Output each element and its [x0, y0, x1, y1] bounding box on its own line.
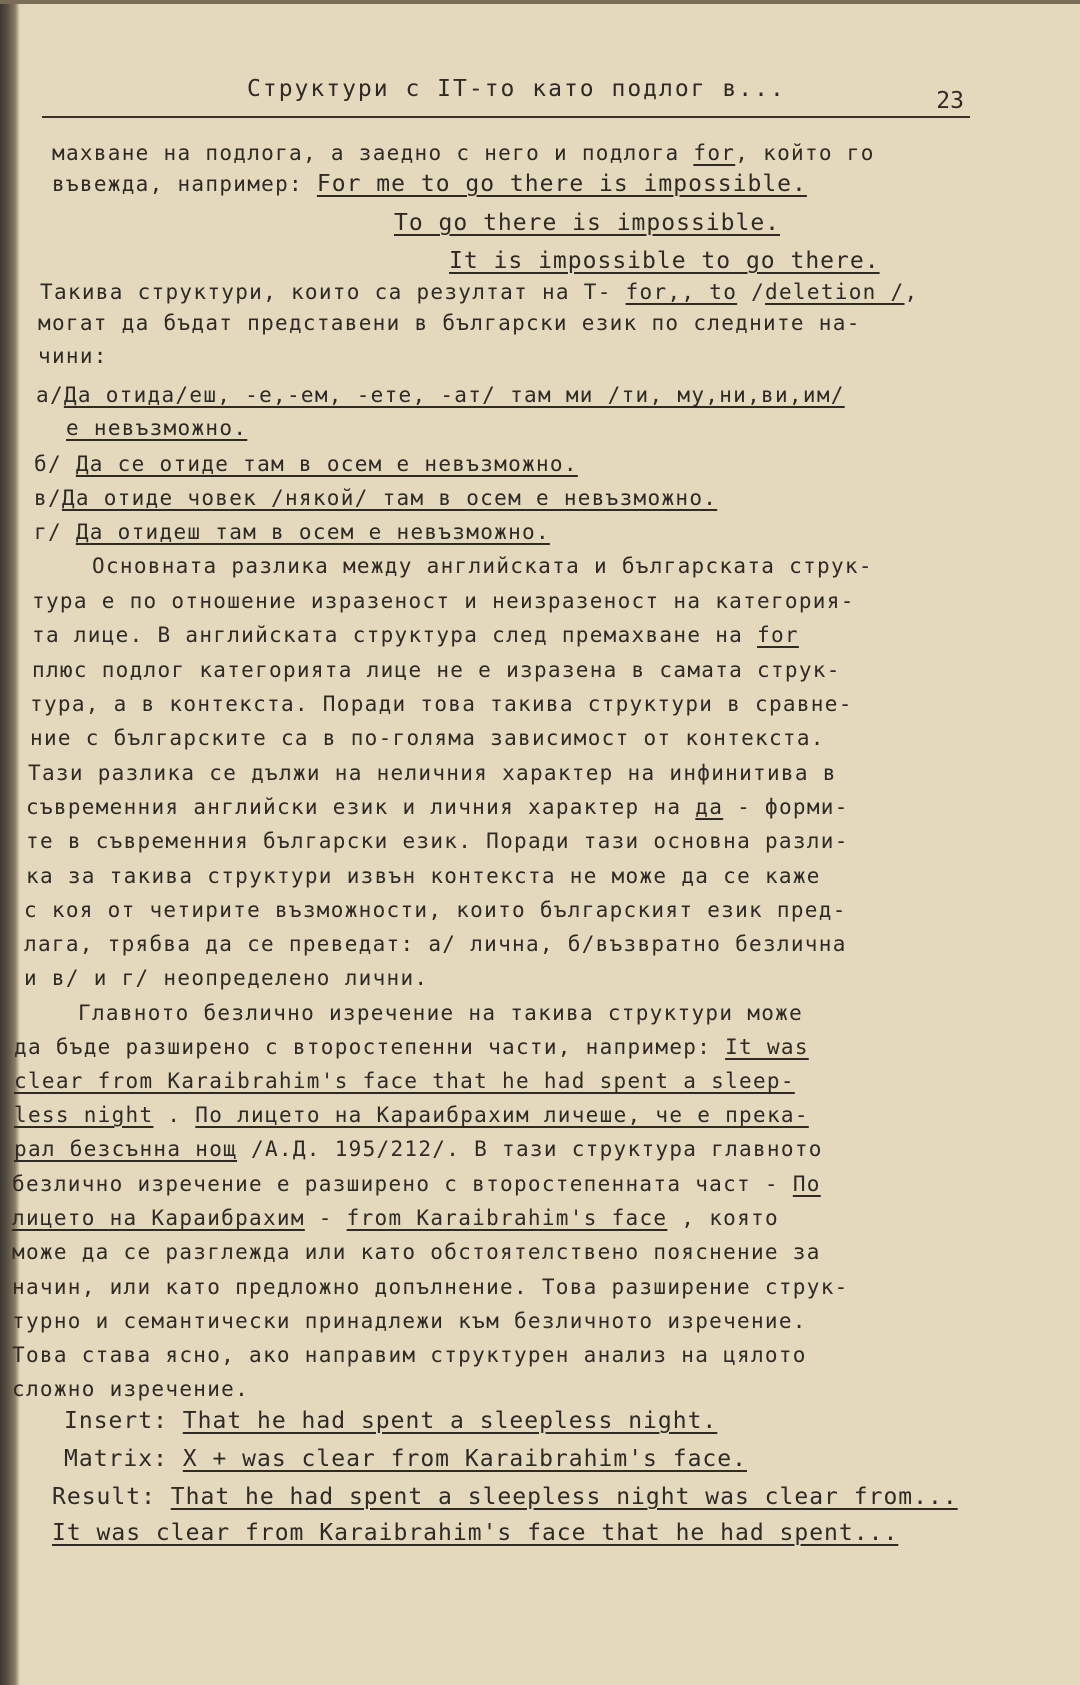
text-line: махване на подлога, а заедно с него и подлога for, който го [52, 141, 875, 165]
analysis-result: Result: That he had spent a sleepless night was clear from... [52, 1484, 958, 1510]
text-line: въвежда, например: For me to go there is impossible. [52, 171, 807, 197]
text-line: турно и семантически принадлежи към безличното изречение. [12, 1309, 807, 1333]
text-line: лицето на Караибрахим - from Karaibrahim's face , която [12, 1206, 779, 1230]
page-header [42, 72, 970, 118]
text-line: тура е по отношение изразеност и неизразеност на категория- [32, 589, 855, 613]
english-example: For me to go there is impossible. [316, 171, 807, 197]
text-line: сложно изречение. [12, 1377, 250, 1401]
option-a-continuation: е невъзможно. [66, 416, 248, 440]
text-line: може да се разглежда или като обстоятелствено пояснение за [12, 1240, 821, 1264]
text-line: с коя от четирите възможности, които българският език пред- [24, 898, 847, 922]
text-line: чини: [38, 344, 108, 368]
text-line: less night . По лицето на Караибрахим личеше, че е прека- [14, 1103, 809, 1127]
text-line: тура, а в контекста. Поради това такива структури в сравне- [30, 692, 853, 716]
english-example: To go there is impossible. [394, 210, 781, 236]
text-line: плюс подлог категорията лице не е изразена в самата струк- [32, 658, 841, 682]
text-line: ка за такива структури извън контекста не може да се каже [26, 864, 821, 888]
english-example: clear from Karaibrahim's face that he had spent a sleep- [14, 1069, 795, 1093]
text-line: начин, или като предложно допълнение. Това разширение струк- [12, 1275, 849, 1299]
analysis-final: It was clear from Karaibrahim's face that he had spent... [52, 1520, 899, 1546]
option-b: б/ Да се отиде там в осем е невъзможно. [34, 452, 578, 476]
analysis-insert: Insert: That he had spent a sleepless night. [64, 1408, 718, 1434]
page-number: 23 [936, 88, 964, 114]
option-a: а/Да отида/еш, -е,-ем, -ете, -ат/ там ми /ти, му,ни,ви,им/ [36, 383, 845, 407]
text-line: Такива структури, които са резултат на Т- for,, to /deletion /, [40, 280, 919, 304]
text-line: съвременния английски език и личния характер на да - форми- [26, 795, 849, 819]
option-d: г/ Да отидеш там в осем е невъзможно. [34, 520, 550, 544]
page-top-edge [0, 0, 1080, 4]
text-line: Тази разлика се дължи на неличния характер на инфинитива в [28, 761, 837, 785]
text-line: да бъде разширено с второстепенни части, например: It was [14, 1035, 809, 1059]
text-line: та лице. В английската структура след премахване на for [32, 623, 799, 647]
text-line: могат да бъдат представени в български език по следните на- [38, 311, 861, 335]
text-line: рал безсънна нощ /А.Д. 195/212/. В тази структура главното [14, 1137, 823, 1161]
text-line: лага, трябва да се преведат: а/ лична, б/възвратно безлична [24, 932, 847, 956]
running-title: Структури с IТ-то като подлог в... [247, 76, 786, 102]
page-left-edge-shadow [0, 0, 20, 1685]
text-line: и в/ и г/ неопределено лични. [24, 966, 429, 990]
english-example: It is impossible to go there. [449, 248, 880, 274]
analysis-matrix: Matrix: X + was clear from Karaibrahim's face. [64, 1446, 747, 1472]
text-line: Основната разлика между английската и българската струк- [92, 554, 873, 578]
text-line: Това става ясно, ако направим структурен анализ на цялото [12, 1343, 807, 1367]
option-c: в/Да отиде човек /някой/ там в осем е невъзможно. [34, 486, 718, 510]
text-line: Главното безлично изречение на такива структури може [78, 1001, 804, 1025]
text-line: те в съвременния български език. Поради тази основна разли- [26, 829, 849, 853]
text-line: ние с българските са в по-голяма зависимост от контекста. [30, 726, 825, 750]
text-line: безлично изречение е разширено с второстепенната част - По [12, 1172, 821, 1196]
